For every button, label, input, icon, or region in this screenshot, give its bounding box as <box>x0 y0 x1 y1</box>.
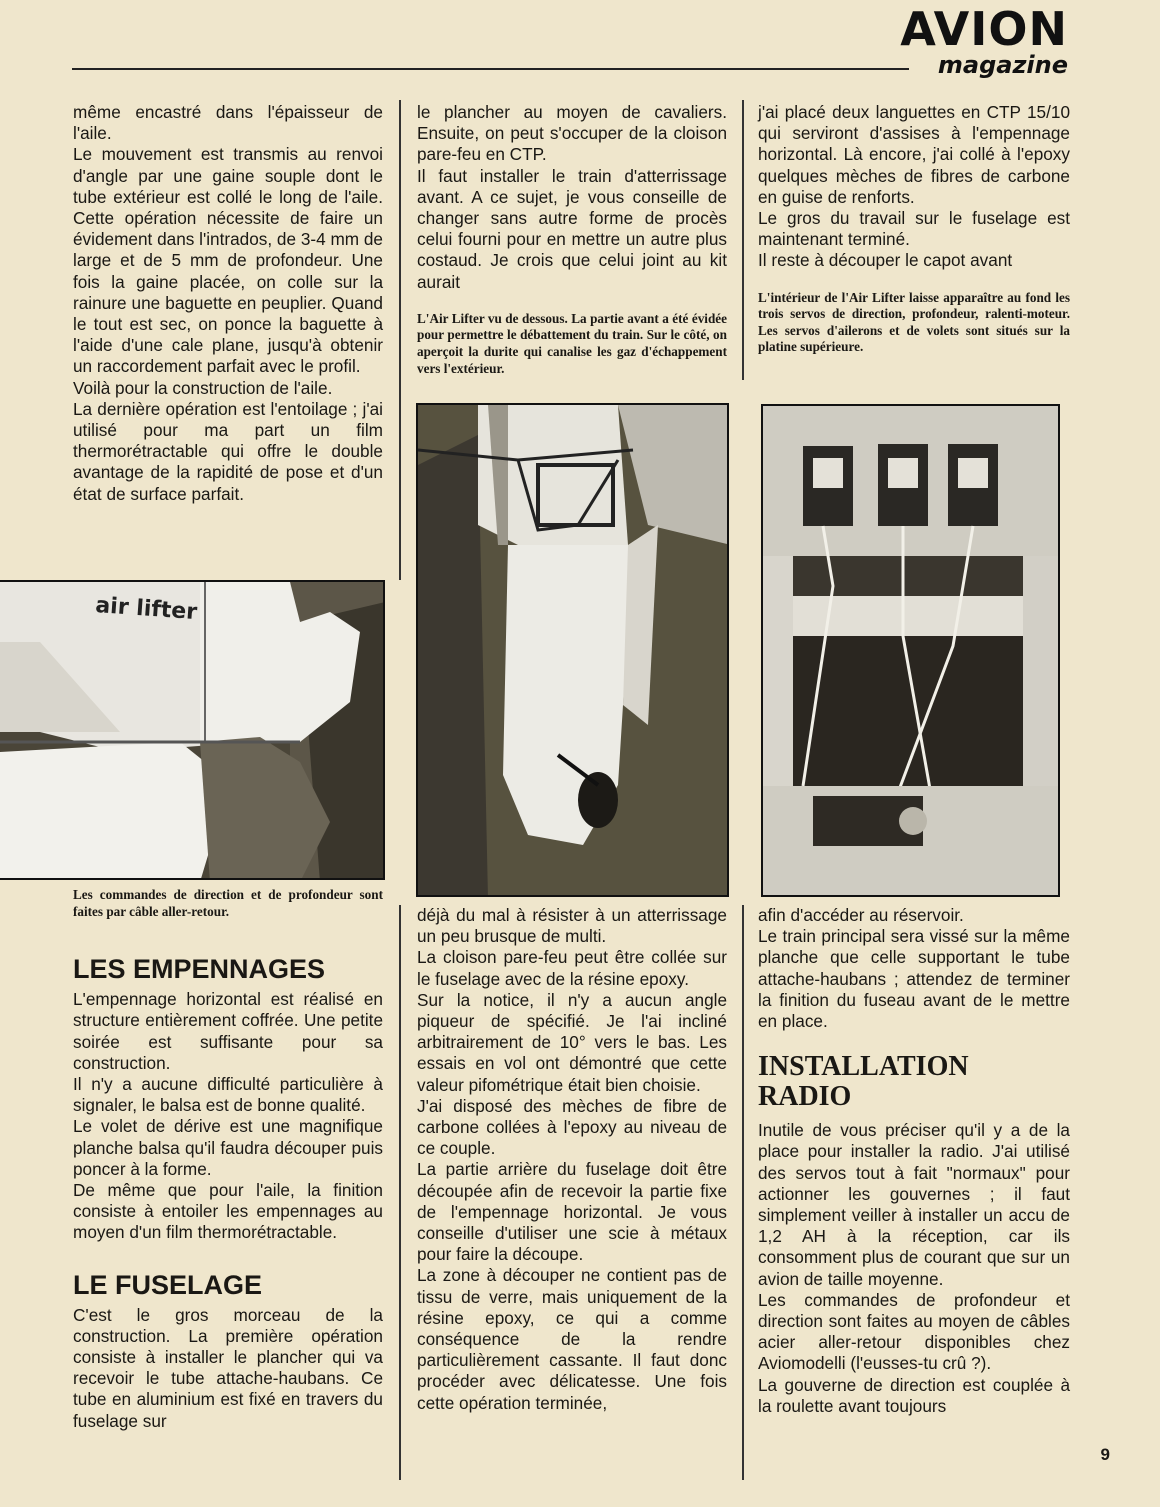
paragraph: La dernière opération est l'entoilage ; j'ai utilisé pour ma part un film thermorétractable qui offre le double avantage de la rapidité de pose et d'un état de surface parfait. <box>73 398 383 504</box>
paragraph: le plancher au moyen de cavaliers. Ensuite, on peut s'occuper de la cloison pare-feu en CTP. <box>417 102 727 165</box>
section-heading: LES EMPENNAGES <box>73 954 326 985</box>
interior-photo <box>761 404 1060 897</box>
column-2-bottom <box>417 905 727 1414</box>
paragraph: Le gros du travail sur le fuselage est maintenant terminé. <box>758 208 1070 250</box>
magazine-subtitle: magazine <box>937 51 1068 79</box>
paragraph: L'empennage horizontal est réalisé en structure entièrement coffrée. Une petite soirée est suffisante pour sa construction. <box>73 989 383 1073</box>
paragraph: La zone à découper ne contient pas de tissu de verre, mais uniquement de la résine epoxy, ce qui a comme conséquence de la rendre particulièrement cassante. Il faut donc procéder avec délicatesse. Une fois cette opération terminée, <box>417 1265 727 1413</box>
column-divider <box>742 905 744 1480</box>
column-3-bottom <box>758 905 1070 1417</box>
paragraph: La cloison pare-feu peut être collée sur le fuselage avec de la résine epoxy. <box>417 947 727 989</box>
article-text <box>73 989 383 1243</box>
underside-photo <box>416 403 729 897</box>
column-3-top <box>758 102 1070 356</box>
paragraph: La gouverne de direction est couplée à la roulette avant toujours <box>758 1374 1070 1416</box>
paragraph: Les commandes de profondeur et direction sont faites au moyen de câbles acier aller-retour disponibles chez Aviomodelli (l'eusses-tu crû ?). <box>758 1289 1070 1374</box>
paragraph: Il n'y a aucune difficulté particulière à signaler, le balsa est de bonne qualité. <box>73 1074 383 1116</box>
paragraph: De même que pour l'aile, la finition consiste à entoiler les empennages au moyen d'un film thermorétractable. <box>73 1180 383 1243</box>
section-heading: INSTALLATION RADIO <box>758 1051 969 1113</box>
paragraph: Il faut installer le train d'atterrissage avant. A ce sujet, je vous conseille de changer sans autre forme de procès celui fourni pour en mettre un autre plus costaud. Je crois que celui joint au kit aurait <box>417 165 727 292</box>
page-number: 9 <box>1100 1445 1110 1464</box>
paragraph: Il reste à découper le capot avant <box>758 250 1013 271</box>
column-1-bottom <box>73 887 383 1432</box>
article-text <box>417 102 727 293</box>
magazine-title: AVION <box>900 2 1068 56</box>
photo-caption: L'intérieur de l'Air Lifter laisse apparaître au fond les trois servos de direction, profondeur, ralenti-moteur. Les servos d'ailerons et de volets sont situés sur la platine supérieure. <box>758 289 1070 355</box>
article-text <box>73 1305 383 1432</box>
header-rule <box>72 68 909 70</box>
article-text <box>758 905 1070 1032</box>
paragraph: Voilà pour la construction de l'aile. <box>73 377 333 398</box>
photo-lettering: air lifter <box>94 593 198 626</box>
paragraph: La partie arrière du fuselage doit être découpée afin de recevoir la partie fixe de l'empennage horizontal. Je vous conseille d'utiliser une scie à métaux pour faire la découpe. <box>417 1159 727 1265</box>
paragraph: Inutile de vous préciser qu'il y a de la place pour installer la radio. J'ai utilisé des servos tout à fait "normaux" pour actionner les gouvernes ; il faut simplement veiller à installer un accu de 1,2 AH à la réception, car ils consomment plus de courant que sur un avion de taille moyenne. <box>758 1120 1070 1289</box>
paragraph: Le train principal sera vissé sur la même planche que celle supportant le tube attache-haubans ; attendez de terminer la finition du fuseau avant de le mettre en place. <box>758 926 1070 1032</box>
paragraph: J'ai disposé des mèches de fibre de carbone collées à l'epoxy au niveau de ce couple. <box>417 1095 727 1159</box>
tail-photo <box>0 580 385 880</box>
interior-photo-image <box>763 406 1060 897</box>
column-divider <box>399 905 401 1480</box>
masthead <box>900 2 1068 79</box>
paragraph: Sur la notice, il n'y a aucun angle piqueur de spécifié. Je l'ai incliné arbitrairement de 10° vers le bas. Les essais en vol ont démontré que cette valeur pifométrique était bien choisie. <box>417 989 727 1095</box>
paragraph: même encastré dans l'épaisseur de l'aile. <box>73 102 383 144</box>
article-text <box>417 905 727 1414</box>
column-1-top <box>73 102 383 505</box>
photo-caption: Les commandes de direction et de profondeur sont faites par câble aller-retour. <box>73 887 383 919</box>
paragraph: C'est le gros morceau de la construction. La première opération consiste à installer le plancher qui va recevoir le tube attache-haubans. Ce tube en aluminium est fixé en travers du fuselage sur <box>73 1304 383 1431</box>
paragraph: afin d'accéder au réservoir. <box>758 905 964 925</box>
paragraph: déjà du mal à résister à un atterrissage un peu brusque de multi. <box>417 905 727 947</box>
article-text <box>758 102 1070 272</box>
paragraph: Le volet de dérive est une magnifique planche balsa qu'il faudra découper puis poncer à la forme. <box>73 1116 383 1179</box>
photo-caption: L'Air Lifter vu de dessous. La partie avant a été évidée pour permettre le débattement du train. Sur le côté, on aperçoit la durite qui canalise les gaz d'échappement vers l'extérieur. <box>417 310 727 376</box>
paragraph: j'ai placé deux languettes en CTP 15/10 qui serviront d'assises à l'empennage horizontal. Là encore, j'ai collé à l'epoxy quelques mèches de fibres de carbone en guise de renforts. <box>758 102 1070 207</box>
column-divider <box>399 100 401 580</box>
paragraph: Le mouvement est transmis au renvoi d'angle par une gaine souple dont le tube extérieur est collé le long de l'aile. Cette opération nécessite de faire un évidement dans l'intrados, de 3-4 mm de large et de 5 mm de profondeur. Une fois la gaine placée, on colle sur la rainure une baguette en peuplier. Quand le tout est sec, on ponce la baguette à l'aide d'une cale plane, jusqu'à obtenir un raccordement parfait avec le profil. <box>73 144 383 377</box>
article-text <box>73 102 383 505</box>
column-2-top <box>417 102 727 377</box>
article-text <box>758 1120 1070 1417</box>
column-divider <box>742 100 744 380</box>
tail-photo-image <box>0 582 385 880</box>
underside-photo-image <box>418 405 729 897</box>
section-heading: LE FUSELAGE <box>73 1269 263 1300</box>
